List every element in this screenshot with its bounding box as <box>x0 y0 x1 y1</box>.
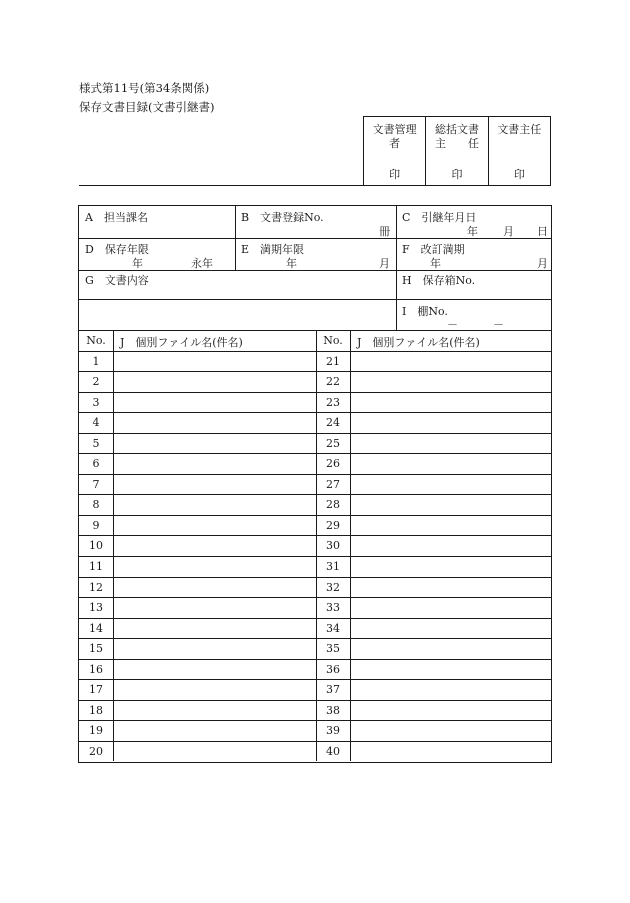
field-h-label: H 保存箱No. <box>402 274 476 287</box>
field-c-year: 年 <box>467 225 478 238</box>
row-number: 11 <box>89 560 103 573</box>
row-number: 33 <box>326 601 340 615</box>
row-number: 7 <box>92 477 100 491</box>
seal-mark[interactable]: 印 <box>513 168 525 181</box>
row-number: 13 <box>89 601 103 615</box>
file-name-input[interactable] <box>351 618 551 639</box>
field-f-month: 月 <box>537 257 548 270</box>
row-number: 8 <box>92 498 100 512</box>
row-number: 3 <box>92 395 100 409</box>
field-f-year: 年 <box>430 257 441 270</box>
divider <box>79 330 551 331</box>
row-number: 28 <box>326 498 340 512</box>
row-number: 21 <box>326 354 340 368</box>
row-number: 15 <box>89 642 103 656</box>
file-name-input[interactable] <box>114 392 316 413</box>
row-number: 40 <box>326 744 340 758</box>
field-i-dash: － <box>447 318 458 331</box>
file-name-input[interactable] <box>351 392 551 413</box>
approval-column-officer <box>489 117 550 185</box>
file-name-input[interactable] <box>114 453 316 474</box>
field-h-input[interactable] <box>397 271 551 299</box>
field-i-dash: － <box>493 318 504 331</box>
approval-box <box>363 116 551 186</box>
file-name-input[interactable] <box>114 433 316 454</box>
file-name-input[interactable] <box>114 556 316 577</box>
header-rule <box>79 185 364 186</box>
field-d-year: 年 <box>132 257 143 270</box>
file-name-input[interactable] <box>351 412 551 433</box>
file-name-input[interactable] <box>114 597 316 618</box>
field-f-label: F 改訂満期 <box>402 243 465 256</box>
field-f-input[interactable] <box>397 239 551 270</box>
approval-title: 文書管理 者 <box>372 123 417 150</box>
approval-column-chief <box>426 117 488 185</box>
file-name-input[interactable] <box>351 494 551 515</box>
file-name-input[interactable] <box>351 720 551 741</box>
row-number: 31 <box>326 560 340 573</box>
file-name-input[interactable] <box>351 535 551 556</box>
row-number: 35 <box>326 642 340 656</box>
file-name-input[interactable] <box>351 371 551 392</box>
file-name-input[interactable] <box>351 556 551 577</box>
file-name-input[interactable] <box>114 494 316 515</box>
field-e-label: E 満期年限 <box>241 243 305 256</box>
field-c-input[interactable] <box>397 206 551 238</box>
file-name-input[interactable] <box>114 720 316 741</box>
row-number: 34 <box>326 621 340 635</box>
row-number: 14 <box>89 621 103 635</box>
row-number: 9 <box>92 518 100 532</box>
row-number: 19 <box>89 724 103 738</box>
file-name-input[interactable] <box>114 659 316 680</box>
approval-title: 文書主任 <box>497 123 542 136</box>
row-number: 10 <box>89 539 103 553</box>
row-number: 1 <box>92 354 100 368</box>
row-number: 4 <box>92 416 100 430</box>
row-number: 16 <box>89 662 103 676</box>
field-c-month: 月 <box>503 225 514 238</box>
file-name-input[interactable] <box>351 597 551 618</box>
file-name-input[interactable] <box>114 371 316 392</box>
file-name-input[interactable] <box>351 474 551 495</box>
field-a-input[interactable] <box>79 206 235 238</box>
field-c-day: 日 <box>537 225 548 238</box>
row-number: 18 <box>89 703 103 717</box>
row-number: 24 <box>326 416 340 430</box>
row-number: 36 <box>326 662 340 676</box>
row-number: 6 <box>92 457 100 471</box>
file-name-input[interactable] <box>114 679 316 700</box>
list-header-name: J 個別ファイル名(件名) <box>357 336 480 349</box>
seal-mark[interactable]: 印 <box>389 168 401 181</box>
file-name-input[interactable] <box>351 351 551 372</box>
field-c-label: C 引継年月日 <box>402 211 477 224</box>
row-number: 37 <box>326 683 340 697</box>
row-number: 38 <box>326 703 340 717</box>
file-name-input[interactable] <box>114 577 316 598</box>
field-g-input[interactable] <box>79 271 396 330</box>
row-number: 27 <box>326 477 340 491</box>
records-table <box>78 205 552 763</box>
file-name-input[interactable] <box>114 351 316 372</box>
approval-column-manager <box>364 117 426 185</box>
field-i-label: I 棚No. <box>402 305 448 318</box>
list-header-name: J 個別ファイル名(件名) <box>120 336 243 349</box>
divider <box>79 299 396 300</box>
file-name-input[interactable] <box>351 453 551 474</box>
row-number: 39 <box>326 724 340 738</box>
row-number: 23 <box>326 395 340 409</box>
field-e-input[interactable] <box>236 239 396 270</box>
field-a-label: A 担当課名 <box>85 211 148 224</box>
row-number: 26 <box>326 457 340 471</box>
approval-title: 総括文書 主 任 <box>434 123 479 150</box>
file-name-input[interactable] <box>351 659 551 680</box>
field-d-label: D 保存年限 <box>85 243 149 256</box>
file-name-input[interactable] <box>351 577 551 598</box>
file-name-input[interactable] <box>351 700 551 721</box>
file-name-input[interactable] <box>114 618 316 639</box>
row-number: 12 <box>89 580 103 594</box>
file-name-input[interactable] <box>114 741 316 762</box>
file-name-input[interactable] <box>114 638 316 659</box>
row-number: 2 <box>92 375 100 389</box>
file-name-input[interactable] <box>114 700 316 721</box>
field-i-input[interactable] <box>397 300 551 330</box>
row-number: 17 <box>89 683 103 697</box>
field-b-input[interactable] <box>236 206 396 238</box>
row-number: 30 <box>326 539 340 553</box>
field-b-label: B 文書登録No. <box>241 211 324 224</box>
file-name-input[interactable] <box>351 433 551 454</box>
form-title: 保存文書目録(文書引継書) <box>79 100 215 114</box>
file-name-input[interactable] <box>114 515 316 536</box>
file-name-input[interactable] <box>351 741 551 762</box>
list-header-no: No. <box>323 334 343 347</box>
file-name-input[interactable] <box>351 679 551 700</box>
field-d-input[interactable] <box>79 239 235 270</box>
form-number: 様式第11号(第34条関係) <box>79 81 210 95</box>
row-number: 25 <box>326 436 340 450</box>
row-number: 22 <box>326 375 340 389</box>
file-name-input[interactable] <box>351 638 551 659</box>
field-e-month: 月 <box>379 257 390 270</box>
list-header-no: No. <box>86 334 106 347</box>
file-name-input[interactable] <box>114 474 316 495</box>
file-name-input[interactable] <box>351 515 551 536</box>
row-number: 32 <box>326 580 340 594</box>
row-number: 29 <box>326 518 340 532</box>
field-d-permanent: 永年 <box>191 257 213 270</box>
row-number: 5 <box>92 436 100 450</box>
field-e-year: 年 <box>286 257 297 270</box>
file-name-input[interactable] <box>114 535 316 556</box>
field-g-label: G 文書内容 <box>85 274 149 287</box>
field-b-unit: 冊 <box>379 225 390 238</box>
seal-mark[interactable]: 印 <box>451 168 463 181</box>
file-name-input[interactable] <box>114 412 316 433</box>
row-number: 20 <box>89 744 103 758</box>
